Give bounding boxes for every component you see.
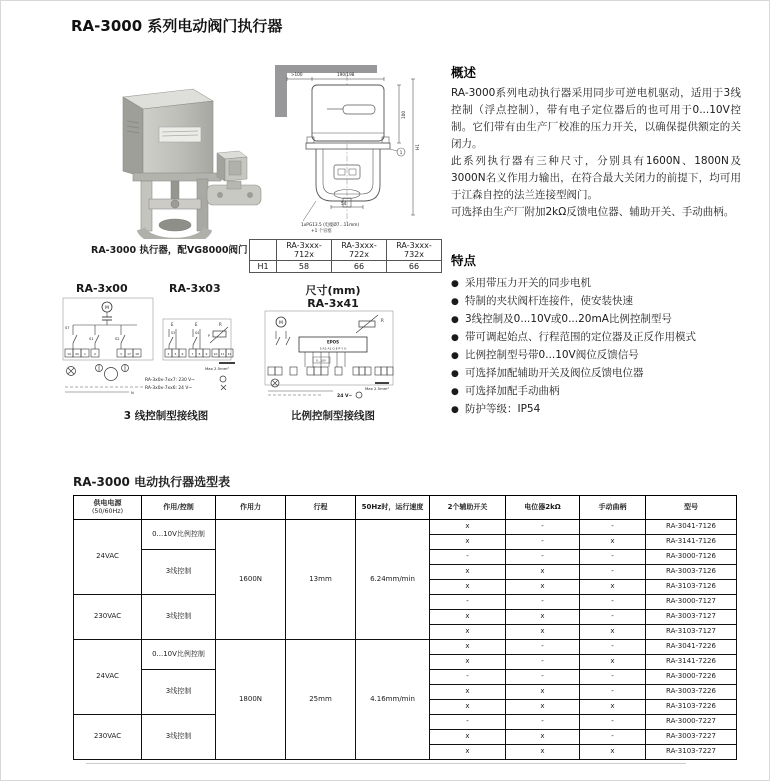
potentiometer-cell: -	[506, 714, 580, 729]
svg-text:6: 6	[181, 352, 184, 356]
h1-col-header: RA-3xxx-722x	[332, 240, 387, 261]
svg-text:E: E	[171, 322, 174, 327]
manual-crank-cell: -	[580, 594, 646, 609]
voltage-label: 24 V~	[337, 394, 353, 399]
svg-text:2: 2	[94, 352, 96, 356]
power-supply-cell: 230VAC	[74, 594, 142, 639]
manual-crank-cell: -	[580, 729, 646, 744]
feature-item: 可选择加配辅助开关及阀位反馈电位器	[465, 367, 644, 379]
power-supply-cell: 24VAC	[74, 519, 142, 594]
control-type-cell: 3线控制	[142, 549, 216, 594]
bullet-icon: ●	[451, 369, 459, 379]
potentiometer-cell: -	[506, 654, 580, 669]
features-heading: 特点	[451, 253, 477, 268]
model-number-cell: RA-3003-7227	[646, 729, 737, 744]
potentiometer-cell: -	[506, 549, 580, 564]
svg-text:R: R	[381, 318, 384, 323]
feature-item: 特制的夹状阀杆连接件，使安装快速	[465, 295, 633, 307]
force-cell: 1600N	[216, 519, 286, 639]
aux-switch-cell: x	[430, 564, 506, 579]
aux-switch-cell: x	[430, 609, 506, 624]
aux-switch-cell: x	[430, 579, 506, 594]
svg-text:10: 10	[213, 352, 218, 356]
potentiometer-cell: -	[506, 519, 580, 534]
aux-switch-cell: x	[430, 519, 506, 534]
selection-table-row	[74, 519, 737, 534]
svg-text:54: 54	[341, 201, 347, 206]
positioner-module: EPOS	[327, 339, 339, 345]
signal-label: 0...10V	[316, 358, 326, 363]
model-number-cell: RA-3141-7126	[646, 534, 737, 549]
manual-crank-cell: x	[580, 699, 646, 714]
manual-crank-cell: -	[580, 609, 646, 624]
svg-text:12: 12	[227, 352, 232, 356]
h1-value: 58	[277, 261, 332, 273]
page-title: RA-3000 系列电动阀门执行器	[71, 17, 283, 35]
model-number-cell: RA-3141-7226	[646, 654, 737, 669]
product-photo	[89, 61, 265, 239]
model-number-cell: RA-3000-7227	[646, 714, 737, 729]
speed-cell: 6.24mm/min	[356, 519, 430, 639]
column-header: 50Hz时，运行速度	[356, 496, 430, 520]
manual-crank-cell: x	[580, 624, 646, 639]
svg-text:S4: S4	[195, 331, 200, 335]
voltage-note-24: RA-3x0x-7xx6: 24 V~	[145, 386, 193, 391]
svg-text:1: 1	[84, 352, 86, 356]
model-number-cell: RA-3000-7127	[646, 594, 737, 609]
aux-switch-cell: x	[430, 624, 506, 639]
control-type-cell: 0...10V比例控制	[142, 639, 216, 669]
column-header: 2个辅助开关	[430, 496, 506, 520]
aux-switch-cell: -	[430, 714, 506, 729]
manual-crank-cell: x	[580, 654, 646, 669]
bullet-icon: ●	[451, 315, 459, 325]
stroke-cell: 25mm	[286, 639, 356, 759]
aux-switch-cell: x	[430, 744, 506, 759]
svg-text:190/198: 190/198	[337, 72, 355, 77]
potentiometer-cell: x	[506, 624, 580, 639]
svg-text:H1: H1	[415, 144, 420, 150]
svg-text:E: E	[195, 322, 198, 327]
bullet-icon: ●	[451, 387, 459, 397]
control-type-cell: 3线控制	[142, 669, 216, 714]
potentiometer-cell: x	[506, 579, 580, 594]
footer-divider	[86, 763, 686, 764]
selection-table-section	[73, 473, 736, 760]
max-wire-note: Max 2.5mm²	[365, 386, 390, 391]
dimensions-mm-label: 尺寸(mm)	[305, 284, 361, 297]
column-header: 供电电源 (50/60Hz)	[74, 496, 142, 520]
aux-switch-cell: x	[430, 729, 506, 744]
aux-switch-cell: x	[430, 699, 506, 714]
manual-crank-cell: -	[580, 639, 646, 654]
aux-switch-cell: x	[430, 654, 506, 669]
control-type-cell: 0...10V比例控制	[142, 519, 216, 549]
svg-text:20: 20	[75, 352, 79, 356]
h1-dimension-table	[249, 239, 442, 273]
speed-cell: 4.16mm/min	[356, 639, 430, 759]
module-pins: S A2 A1 O E P Y U	[319, 346, 347, 351]
selection-table-header-row	[74, 496, 737, 520]
feature-item: 带可调起始点、行程范围的定位器及正反作用模式	[465, 331, 696, 343]
column-header: 手动曲柄	[580, 496, 646, 520]
product-caption: RA-3000 执行器，配VG8000阀门	[91, 245, 248, 256]
h1-row-label: H1	[250, 261, 277, 273]
potentiometer-cell: x	[506, 609, 580, 624]
model-number-cell: RA-3000-7226	[646, 669, 737, 684]
features-list	[451, 275, 743, 419]
overview-heading: 概述	[451, 65, 477, 80]
svg-text:S2: S2	[115, 337, 120, 341]
svg-text:17: 17	[127, 352, 131, 356]
aux-switch-cell: -	[430, 594, 506, 609]
model-number-cell: RA-3103-7226	[646, 699, 737, 714]
svg-text:P: P	[208, 334, 210, 338]
potentiometer-cell: x	[506, 684, 580, 699]
manual-crank-cell: x	[580, 579, 646, 594]
manual-crank-cell: x	[580, 534, 646, 549]
max-wire-note: Max 2.5mm²	[205, 366, 230, 371]
column-header: 型号	[646, 496, 737, 520]
model-number-cell: RA-3041-7126	[646, 519, 737, 534]
potentiometer-cell: -	[506, 639, 580, 654]
selection-table-title: RA-3000 电动执行器选型表	[73, 475, 231, 489]
manual-crank-cell: -	[580, 564, 646, 579]
potentiometer-cell: -	[506, 594, 580, 609]
feature-item: 比例控制型号带0...10V阀位反馈信号	[465, 349, 639, 361]
h1-value: 66	[387, 261, 442, 273]
model-number-cell: RA-3003-7127	[646, 609, 737, 624]
h1-value: 66	[332, 261, 387, 273]
svg-text:4: 4	[167, 352, 170, 356]
bullet-icon: ●	[451, 333, 459, 343]
svg-text:N: N	[131, 391, 134, 395]
bullet-icon: ●	[451, 351, 459, 361]
gland-note: 1xPG13.5 (电缆Ø7...11mm)	[301, 223, 360, 228]
svg-text:S7: S7	[65, 326, 70, 330]
control-type-cell: 3线控制	[142, 714, 216, 759]
column-header: 电位器2kΩ	[506, 496, 580, 520]
potentiometer-cell: -	[506, 534, 580, 549]
dimension-drawing	[267, 55, 439, 237]
motor-symbol: M	[105, 306, 109, 311]
svg-text:18: 18	[135, 352, 139, 356]
plug-note: +1 个盲塞	[311, 229, 332, 234]
feature-item: 可选择加配手动曲柄	[465, 385, 560, 397]
potentiometer-cell: -	[506, 669, 580, 684]
model-number-cell: RA-3103-7127	[646, 624, 737, 639]
overview-paragraph: RA-3000系列电动执行器采用同步可逆电机驱动，适用于3线控制（浮点控制），带有电子定位器后的也可用于0...10V控制。它们带有由生产厂校准的压力开关，以确保提供额定的关闭力。	[451, 87, 741, 150]
overview-section	[451, 63, 741, 221]
svg-text:3: 3	[120, 352, 122, 356]
model-number-cell: RA-3000-7126	[646, 549, 737, 564]
model-number-cell: RA-3041-7226	[646, 639, 737, 654]
manual-crank-cell: -	[580, 684, 646, 699]
svg-text:S3: S3	[171, 331, 176, 335]
h1-col-header: RA-3xxx-732x	[387, 240, 442, 261]
control-type-cell: 3线控制	[142, 594, 216, 639]
model-number-cell: RA-3003-7226	[646, 684, 737, 699]
voltage-note-230: RA-3x0x-7xx7: 230 V~	[145, 378, 195, 383]
svg-text:19: 19	[67, 352, 71, 356]
feature-item: 3线控制及0...10V或0...20mA比例控制型号	[465, 313, 672, 325]
selection-table-row	[74, 639, 737, 654]
model-number-cell: RA-3103-7126	[646, 579, 737, 594]
svg-text:8: 8	[198, 352, 201, 356]
wiring-diagram-3wire	[59, 295, 273, 403]
svg-text:9: 9	[205, 352, 208, 356]
aux-switch-cell: -	[430, 549, 506, 564]
potentiometer-cell: x	[506, 699, 580, 714]
wiring-diagram-proportional	[263, 309, 403, 401]
caption-3wire: 3 线控制型接线图	[123, 410, 209, 422]
svg-text:7: 7	[191, 352, 194, 356]
potentiometer-cell: x	[506, 744, 580, 759]
caption-proportional: 比例控制型接线图	[291, 410, 375, 422]
svg-text:100: 100	[401, 111, 406, 119]
bullet-icon: ●	[451, 279, 459, 289]
manual-crank-cell: -	[580, 714, 646, 729]
manual-crank-cell: x	[580, 744, 646, 759]
svg-text:S1: S1	[89, 337, 94, 341]
potentiometer-cell: x	[506, 729, 580, 744]
manual-crank-cell: -	[580, 519, 646, 534]
column-header: 作用力	[216, 496, 286, 520]
selection-table	[73, 495, 737, 760]
svg-text:11: 11	[220, 352, 225, 356]
potentiometer-cell: x	[506, 564, 580, 579]
power-supply-cell: 230VAC	[74, 714, 142, 759]
h1-col-header: RA-3xxx-712x	[277, 240, 332, 261]
aux-switch-cell: x	[430, 684, 506, 699]
feature-item: 采用带压力开关的同步电机	[465, 277, 591, 289]
power-supply-cell: 24VAC	[74, 639, 142, 714]
svg-text:1: 1	[399, 150, 403, 155]
overview-paragraph: 可选择由生产厂附加2kΩ反馈电位器、辅助开关、手动曲柄。	[451, 206, 735, 218]
wiring-title-ra3x03: RA-3x03	[169, 282, 221, 295]
column-header: 行程	[286, 496, 356, 520]
svg-text:>100: >100	[291, 72, 303, 77]
svg-text:R: R	[219, 322, 222, 327]
aux-switch-cell: x	[430, 639, 506, 654]
feature-item: 防护等级：IP54	[465, 403, 541, 415]
model-number-cell: RA-3003-7126	[646, 564, 737, 579]
motor-symbol: M	[279, 321, 283, 326]
aux-switch-cell: x	[430, 534, 506, 549]
manual-crank-cell: -	[580, 669, 646, 684]
manual-crank-cell: -	[580, 549, 646, 564]
model-number-cell: RA-3103-7227	[646, 744, 737, 759]
aux-switch-cell: -	[430, 669, 506, 684]
overview-paragraph: 此系列执行器有三种尺寸，分别具有1600N、1800N及3000N名义作用力输出，在符合最大关闭力的前提下，均可用于江森自控的法兰连接型阀门。	[451, 155, 741, 201]
bullet-icon: ●	[451, 405, 459, 415]
stroke-cell: 13mm	[286, 519, 356, 639]
column-header: 作用/控制	[142, 496, 216, 520]
bullet-icon: ●	[451, 297, 459, 307]
svg-text:5: 5	[174, 352, 177, 356]
force-cell: 1800N	[216, 639, 286, 759]
features-section	[451, 251, 743, 419]
wiring-title-ra3x00: RA-3x00	[76, 282, 128, 295]
wiring-title-ra3x41: RA-3x41	[307, 297, 359, 310]
